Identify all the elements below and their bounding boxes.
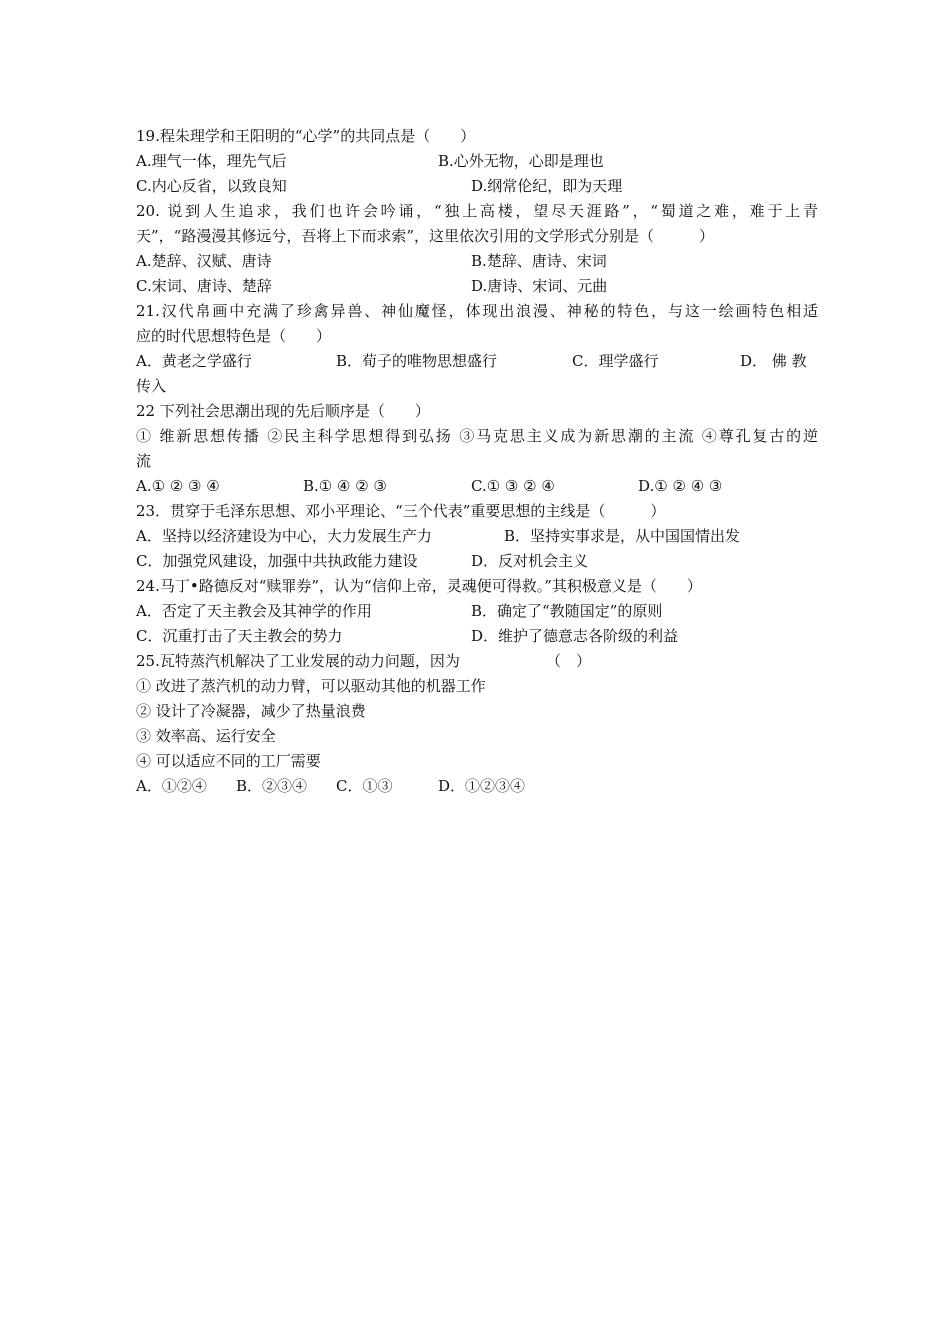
q24-stem: 24.马丁•路德反对“赎罪券”，认为“信仰上帝，灵魂便可得救。”其积极意义是（ ） [136,577,702,595]
q25-item-2: ② 设计了冷凝器，减少了热量浪费 [136,702,366,720]
q22-option-d: D.① ② ④ ③ [638,477,723,495]
q19-options-row-2 [136,174,818,199]
q20-stem-line-1: 20. 说到人生追求，我们也许会吟诵，“独上高楼，望尽天涯路”，“蜀道之难，难于上青 [136,202,818,220]
q20-option-d: D.唐诗、宋词、元曲 [471,277,608,295]
q23-option-c: C．加强党风建设，加强中共执政能力建设 [136,552,418,570]
q25-option-d: D．①②③④ [438,777,526,795]
q25-option-c: C．①③ [336,777,393,795]
q22-option-b: B.① ④ ② ③ [303,477,387,495]
q21-stem-line-2: 应的时代思想特色是（ ） [136,327,332,345]
q23-options-row-2 [136,549,818,574]
q20-options-row-2 [136,274,818,299]
q21-option-d-continued: 传入 [136,377,167,395]
q20-option-a: A.楚辞、汉赋、唐诗 [136,252,272,270]
question-list [136,124,818,799]
q20-options-row-1 [136,249,818,274]
q24-option-d: D．维护了德意志各阶级的利益 [471,627,679,645]
q19-option-d: D.纲常伦纪，即为天理 [471,177,623,195]
q21-option-c: C．理学盛行 [572,352,659,370]
q23-option-b: B．坚持实事求是，从中国国情出发 [504,527,741,545]
q25-item-3: ③ 效率高、运行安全 [136,727,276,745]
q21-stem-line-1: 21.汉代帛画中充满了珍禽异兽、神仙魔怪，体现出浪漫、神秘的特色，与这一绘画特色相适 [136,302,818,320]
q25-option-a: A．①②④ [136,777,207,795]
q25-options-row [136,774,818,799]
q19-options-row-1 [136,149,818,174]
q22-stem: 22 下列社会思潮出现的先后顺序是（ ） [136,402,430,420]
q21-option-b: B．荀子的唯物思想盛行 [336,352,498,370]
q22-option-c: C.① ③ ② ④ [471,477,555,495]
q24-options-row-1 [136,599,818,624]
q22-options-row [136,474,818,499]
q24-option-b: B．确定了“教随国定”的原则 [471,602,663,620]
q23-option-d: D．反对机会主义 [471,552,589,570]
q25-stem-row [136,649,818,674]
q23-stem: 23．贯穿于毛泽东思想、邓小平理论、“三个代表”重要思想的主线是（ ） [136,502,666,520]
q20-option-c: C.宋词、唐诗、楚辞 [136,277,272,295]
q25-item-4: ④ 可以适应不同的工厂需要 [136,752,321,770]
q25-item-1: ① 改进了蒸汽机的动力臂，可以驱动其他的机器工作 [136,677,486,695]
q24-option-a: A．否定了天主教会及其神学的作用 [136,602,372,620]
q24-option-c: C．沉重打击了天主教会的势力 [136,627,343,645]
q19-option-c: C.内心反省，以致良知 [136,177,287,195]
q20-option-b: B.楚辞、唐诗、宋词 [471,252,607,270]
q25-answer-paren: （ ） [546,652,592,670]
q23-options-row-1 [136,524,818,549]
q21-options-row [136,349,818,374]
q20-stem-line-2: 天”，“路漫漫其修远兮，吾将上下而求索”，这里依次引用的文学形式分别是（ ） [136,227,715,245]
q24-options-row-2 [136,624,818,649]
q21-option-d: D． 佛 教 [740,352,807,370]
q23-option-a: A．坚持以经济建设为中心，大力发展生产力 [136,527,432,545]
q19-option-b: B.心外无物，心即是理也 [438,152,604,170]
q19-option-a: A.理气一体，理先气后 [136,152,287,170]
q19-stem: 19.程朱理学和王阳明的“心学”的共同点是（ ） [136,127,476,145]
q22-option-a: A.① ② ③ ④ [136,477,220,495]
q21-option-a: A．黄老之学盛行 [136,352,252,370]
q25-stem: 25.瓦特蒸汽机解决了工业发展的动力问题，因为 [136,652,460,670]
q25-option-b: B．②③④ [236,777,308,795]
q22-items-line-1: ① 维新思想传播 ②民主科学思想得到弘扬 ③马克思主义成为新思潮的主流 ④尊孔复古的逆 [136,427,818,445]
q22-items-line-2: 流 [136,452,152,470]
